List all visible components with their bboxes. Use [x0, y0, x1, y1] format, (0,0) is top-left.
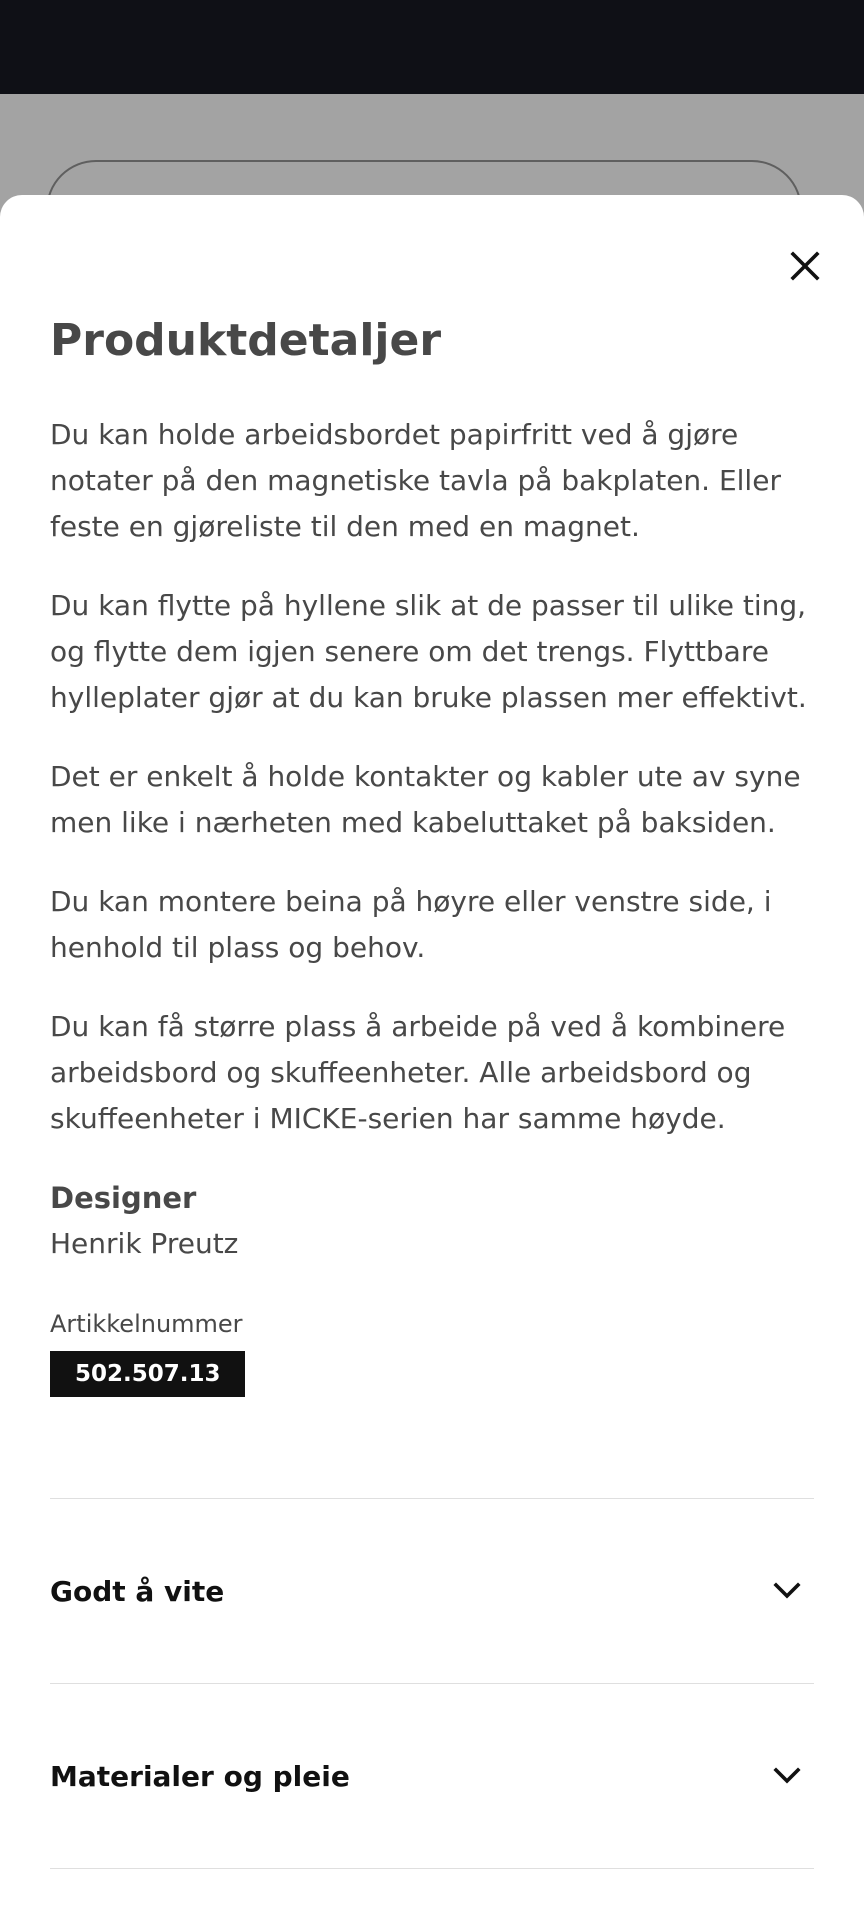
chevron-down-icon — [770, 1574, 804, 1608]
article-number-label: Artikkelnummer — [50, 1309, 243, 1338]
article-number-badge: 502.507.13 — [50, 1351, 245, 1397]
description-paragraph: Du kan holde arbeidsbordet papirfritt ved å gjøre notater på den magnetiske tavla på bakplaten. Eller feste en gjøreliste til den med en magnet. — [50, 417, 781, 543]
designer-name: Henrik Preutz — [50, 1226, 239, 1260]
accordion-good-to-know[interactable] — [50, 1498, 814, 1683]
description-paragraph: Det er enkelt å holde kontakter og kabler ute av syne men like i nærheten med kabeluttaket på baksiden. — [50, 759, 801, 839]
chevron-down-icon — [770, 1759, 804, 1793]
designer-label: Designer — [50, 1180, 197, 1215]
description-paragraph: Du kan flytte på hyllene slik at de passer til ulike ting, og flytte dem igjen senere om det trengs. Flyttbare hylleplater gjør at du kan bruke plassen mer effektivt. — [50, 588, 807, 714]
sheet-content — [50, 315, 814, 1397]
product-details-sheet — [0, 195, 864, 1920]
page-title: Produktdetaljer — [50, 315, 442, 366]
divider — [50, 1868, 814, 1869]
close-icon — [790, 251, 820, 281]
description-paragraph: Du kan montere beina på høyre eller venstre side, i henhold til plass og behov. — [50, 884, 772, 964]
close-button[interactable] — [772, 233, 838, 299]
description-paragraph: Du kan få større plass å arbeide på ved å kombinere arbeidsbord og skuffeenheter. Alle arbeidsbord og skuffeenheter i MICKE-serien har samme høyde. — [50, 1009, 786, 1135]
accordion-label: Materialer og pleie — [50, 1759, 350, 1793]
accordion-materials-and-care[interactable] — [50, 1683, 814, 1868]
status-bar — [0, 0, 864, 94]
accordion-label: Godt å vite — [50, 1574, 225, 1608]
